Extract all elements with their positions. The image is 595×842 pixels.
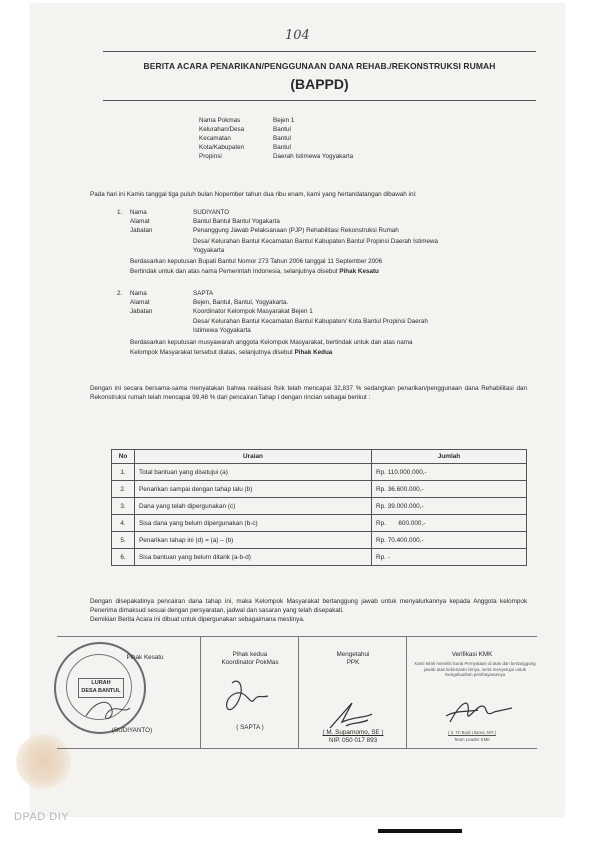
scan-edge-bar (378, 829, 462, 833)
kecamatan-value: Bantul (273, 135, 291, 142)
sig2-subtitle: Koordinator PokMas (221, 659, 279, 666)
sig4-title: Verifikasi KMK (451, 651, 493, 658)
document-code: (BAPPD) (290, 76, 349, 92)
sig3-subtitle: PPK (346, 659, 360, 666)
party1-jabatan-2: Desa/ Kelurahan Bantul Kecamatan Bantul Kabupaten Bantul Propinsi Daerah Istimewa (193, 238, 439, 245)
sig1-name: (SUDIYANTO) (111, 727, 153, 734)
signature-sudiyanto (86, 702, 130, 718)
row-jumlah: Rp. 600.000,- (372, 515, 527, 532)
signature-sapta (227, 681, 268, 709)
kelurahan-value: Bantul (273, 126, 291, 133)
watermark-text: DPAD DIY (14, 811, 70, 823)
header-no: No (112, 450, 135, 464)
pokmas-label: Nama Pokmas (199, 117, 241, 124)
closing-demikian: Demikian Berita Acara ini dibuat untuk dipergunakan sebagaimana mestinya. (90, 616, 305, 623)
sig4-name: ( Ir. Tri Budi Utama, MT ) (448, 730, 496, 735)
sig2-title: Pihak kedua (232, 651, 268, 658)
pokmas-value: Bejen 1 (273, 117, 295, 124)
party2-alamat: Bejen, Bantul, Bantul, Yogyakarta. (193, 299, 289, 306)
page-number: 104 (285, 28, 310, 43)
row-uraian: Sisa dana yang belum dipergunakan (b-c) (135, 515, 372, 532)
row-jumlah: Rp. 36.600.000,- (372, 481, 527, 498)
row-jumlah: Rp. 110.000.000,- (372, 464, 527, 481)
propinsi-value: Daerah Istimewa Yogyakarta (273, 153, 354, 160)
statement-paragraph: Dengan ini secara bersama-sama menyatakan bahwa realisasi fisik telah mencapai 32,837 % sedangkan penarikan/penggunaan dana Rehabilitasi dan Rekonstruksi rumah telah mencapai 99,48 % dari pencairan Tahap I dengan rincian sebagai berikut : (90, 385, 527, 401)
party1-role: Pihak Kesatu (339, 268, 379, 275)
header-uraian: Uraian (135, 450, 372, 464)
row-uraian: Penarikan tahap ini (d) = (a) – (b) (135, 532, 372, 549)
party1-nama-label: Nama (130, 209, 147, 216)
row-jumlah: Rp. - (372, 549, 527, 566)
row-no: 6. (112, 549, 135, 566)
row-no: 5. (112, 532, 135, 549)
row-no: 2. (112, 481, 135, 498)
kota-value: Bantul (273, 144, 291, 151)
signature-tribudi (446, 703, 512, 722)
sig4-role: Team Leader KMK (453, 737, 491, 742)
row-no: 3. (112, 498, 135, 515)
sig2-name: ( SAPTA ) (236, 724, 264, 731)
party1-nama: SUDIYANTO (193, 209, 230, 216)
party1-keputusan: Berdasarkan keputusan Bupati Bantul Nomor 273 Tahun 2006 tanggal 11 September 2006 (130, 258, 383, 265)
party2-keputusan: Berdasarkan keputusan musyawarah anggota Kelompok Masyarakat, bertindak untuk dan atas nama (130, 339, 413, 346)
sig3-title: Mengetahui (336, 651, 370, 658)
row-no: 1. (112, 464, 135, 481)
document-title: BERITA ACARA PENARIKAN/PENGGUNAAN DANA REHAB./REKONSTRUKSI RUMAH (143, 61, 496, 71)
party1-alamat: Bantul Bantul Bantul Yogakarta (193, 218, 280, 225)
party2-nama-label: Nama (130, 290, 147, 297)
party2-bertindak-text: Kelompok Masyarakat tersebut diatas, selanjutnya disebut (130, 349, 293, 356)
stamp-line-1: LURAH (91, 680, 111, 686)
party1-jabatan-label: Jabatan (130, 227, 153, 234)
stamp-line-2: DESA BANTUL (81, 688, 121, 694)
party2-nama: SAPTA (193, 290, 214, 297)
party2-jabatan-3: Istimewa Yogyakarta (193, 327, 251, 334)
kelurahan-label: Kelurahan/Desa (199, 126, 245, 133)
row-uraian: Total bantuan yang disetujui (a) (135, 464, 372, 481)
party1-number: 1. (117, 209, 123, 216)
party1-jabatan-3: Yogyakarta (193, 247, 225, 254)
kota-label: Kota/Kabupaten (199, 144, 245, 151)
sig1-title: Pihak Kesatu (126, 654, 164, 661)
row-uraian: Sisa bantuan yang belum ditarik (a-b-d) (135, 549, 372, 566)
row-jumlah: Rp. 70.400.000,- (372, 532, 527, 549)
row-no: 4. (112, 515, 135, 532)
sig4-note: Kami telah meneliti Surat Pernyataan di atas dan bertanggung jawab atas kebenaran isinya, serta menyetujui untuk mengeluarkan pembayarannya (414, 661, 536, 677)
signature-suparnomo (330, 703, 372, 728)
party1-jabatan-1: Penanggung Jawab Pelaksanaan (PJP) Rehabilitasi Rekonstruksi Rumah (193, 227, 399, 234)
intro-text: Pada hari ini Kamis tanggal tiga puluh bulan Nopember tahun dua ribu enam, kami yang hertandatangan dibawah ini: (90, 191, 417, 198)
party2-number: 2. (117, 290, 123, 297)
header-jumlah: Jumlah (372, 450, 527, 464)
sig3-name: ( M. Suparnomo, SE ) (322, 729, 384, 736)
row-uraian: Dana yang telah dipergunakan (c) (135, 498, 372, 515)
propinsi-label: Propinsi (199, 153, 222, 160)
closing-paragraph: Dengan disepakatinya pencairan dana tahap ini, maka Kelompok Masyarakat bertanggung jawab untuk menyalurkannya kepada Anggota kelompok Penerima dimaksud sesuai dengan persyaratan, jadwal dan sasaran yang telah disepakati. (90, 598, 527, 614)
kecamatan-label: Kecamatan (199, 135, 231, 142)
party2-role: Pihak Kedua (294, 349, 333, 356)
row-uraian: Penarikan sampai dengan tahap lalu (b) (135, 481, 372, 498)
row-jumlah: Rp. 39.000.000,- (372, 498, 527, 515)
sig3-nip: NIP. 050 017 893 (328, 737, 378, 744)
party1-alamat-label: Alamat (130, 218, 150, 225)
party2-alamat-label: Alamat (130, 299, 150, 306)
party2-jabatan-1: Koordinator Kelompok Masyarakat Bejen 1 (193, 308, 313, 315)
party1-bertindak-text: Bertindak untuk dan atas nama Pemerintah Indonesia, selanjutnya disebut (130, 268, 338, 275)
party2-jabatan-label: Jabatan (130, 308, 153, 315)
party2-jabatan-2: Desa/ Kelurahan Bantul Kecamatan Bantul Kabupaten/ Kota Bantul Propinsi Daerah (193, 318, 428, 325)
